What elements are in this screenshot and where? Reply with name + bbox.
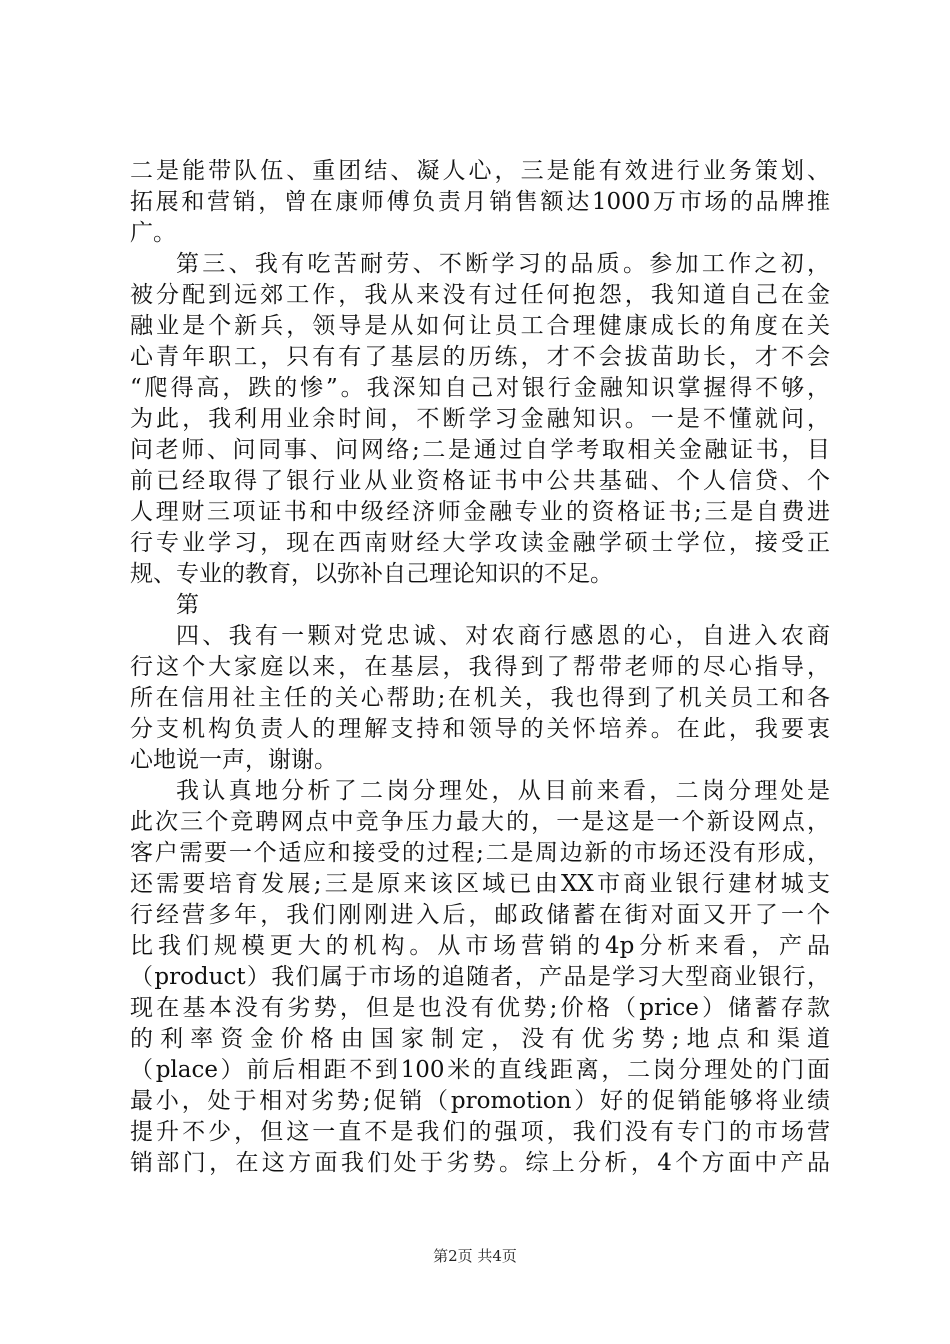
text-line: 拓展和营销，曾在康师傅负责月销售额达1000万市场的品牌推 — [130, 189, 830, 215]
paragraph-start-line: 第 — [176, 592, 199, 618]
text-line: “爬得高，跌的惨”。我深知自己对银行金融知识掌握得不够， — [130, 375, 830, 401]
text-line: 二是能带队伍、重团结、凝人心，三是能有效进行业务策划、 — [130, 158, 830, 184]
text-line: 融业是个新兵，领导是从如何让员工合理健康成长的角度在关 — [130, 313, 830, 339]
text-line: 前已经取得了银行业从业资格证书中公共基础、个人信贷、个 — [130, 468, 830, 494]
text-line: 此次三个竞聘网点中竞争压力最大的，一是这是一个新设网点， — [130, 809, 830, 835]
text-line: 提升不少，但这一直不是我们的强项，我们没有专门的市场营 — [130, 1119, 830, 1145]
text-line: 比我们规模更大的机构。从市场营销的4p分析来看，产品 — [130, 933, 830, 959]
text-line: 心青年职工，只有有了基层的历练，才不会拔苗助长，才不会 — [130, 344, 830, 370]
text-line: 被分配到远郊工作，我从来没有过任何抱怨，我知道自己在金 — [130, 282, 830, 308]
paragraph-start-line: 我认真地分析了二岗分理处，从目前来看，二岗分理处是 — [176, 778, 830, 804]
text-line: 行专业学习，现在西南财经大学攻读金融学硕士学位，接受正 — [130, 530, 830, 556]
text-line: 广。 — [130, 220, 176, 246]
text-line: （product）我们属于市场的追随者，产品是学习大型商业银行， — [130, 964, 830, 990]
text-line: 的利率资金价格由国家制定，没有优劣势;地点和渠道 — [130, 1026, 830, 1052]
paragraph-start-line: 第三、我有吃苦耐劳、不断学习的品质。参加工作之初， — [176, 251, 830, 277]
text-line: 还需要培育发展;三是原来该区域已由XX市商业银行建材城支 — [130, 871, 830, 897]
body-text — [130, 156, 830, 1179]
text-line: 人理财三项证书和中级经济师金融专业的资格证书;三是自费进 — [130, 499, 830, 525]
text-line: 所在信用社主任的关心帮助;在机关，我也得到了机关员工和各 — [130, 685, 830, 711]
text-line: 规、专业的教育，以弥补自己理论知识的不足。 — [130, 561, 613, 587]
text-line: 分支机构负责人的理解支持和领导的关怀培养。在此，我要衷 — [130, 716, 830, 742]
text-line: 现在基本没有劣势，但是也没有优势;价格（price）储蓄存款 — [130, 995, 830, 1021]
text-line: 行这个大家庭以来，在基层，我得到了帮带老师的尽心指导， — [130, 654, 830, 680]
text-line: 心地说一声，谢谢。 — [130, 747, 337, 773]
text-line: 销部门，在这方面我们处于劣势。综上分析，4个方面中产品 — [130, 1150, 830, 1176]
text-line: 客户需要一个适应和接受的过程;二是周边新的市场还没有形成， — [130, 840, 830, 866]
text-line: 问老师、问同事、问网络;二是通过自学考取相关金融证书，目 — [130, 437, 830, 463]
page-number-footer: 第2页 共4页 — [433, 1247, 517, 1265]
text-line: 为此，我利用业余时间，不断学习金融知识。一是不懂就问， — [130, 406, 830, 432]
text-line: 行经营多年，我们刚刚进入后，邮政储蓄在街对面又开了一个 — [130, 902, 830, 928]
paragraph-start-line: 四、我有一颗对党忠诚、对农商行感恩的心，自进入农商 — [176, 623, 830, 649]
text-line: （place）前后相距不到100米的直线距离，二岗分理处的门面 — [130, 1057, 830, 1083]
text-line: 最小，处于相对劣势;促销（promotion）好的促销能够将业绩 — [130, 1088, 830, 1114]
